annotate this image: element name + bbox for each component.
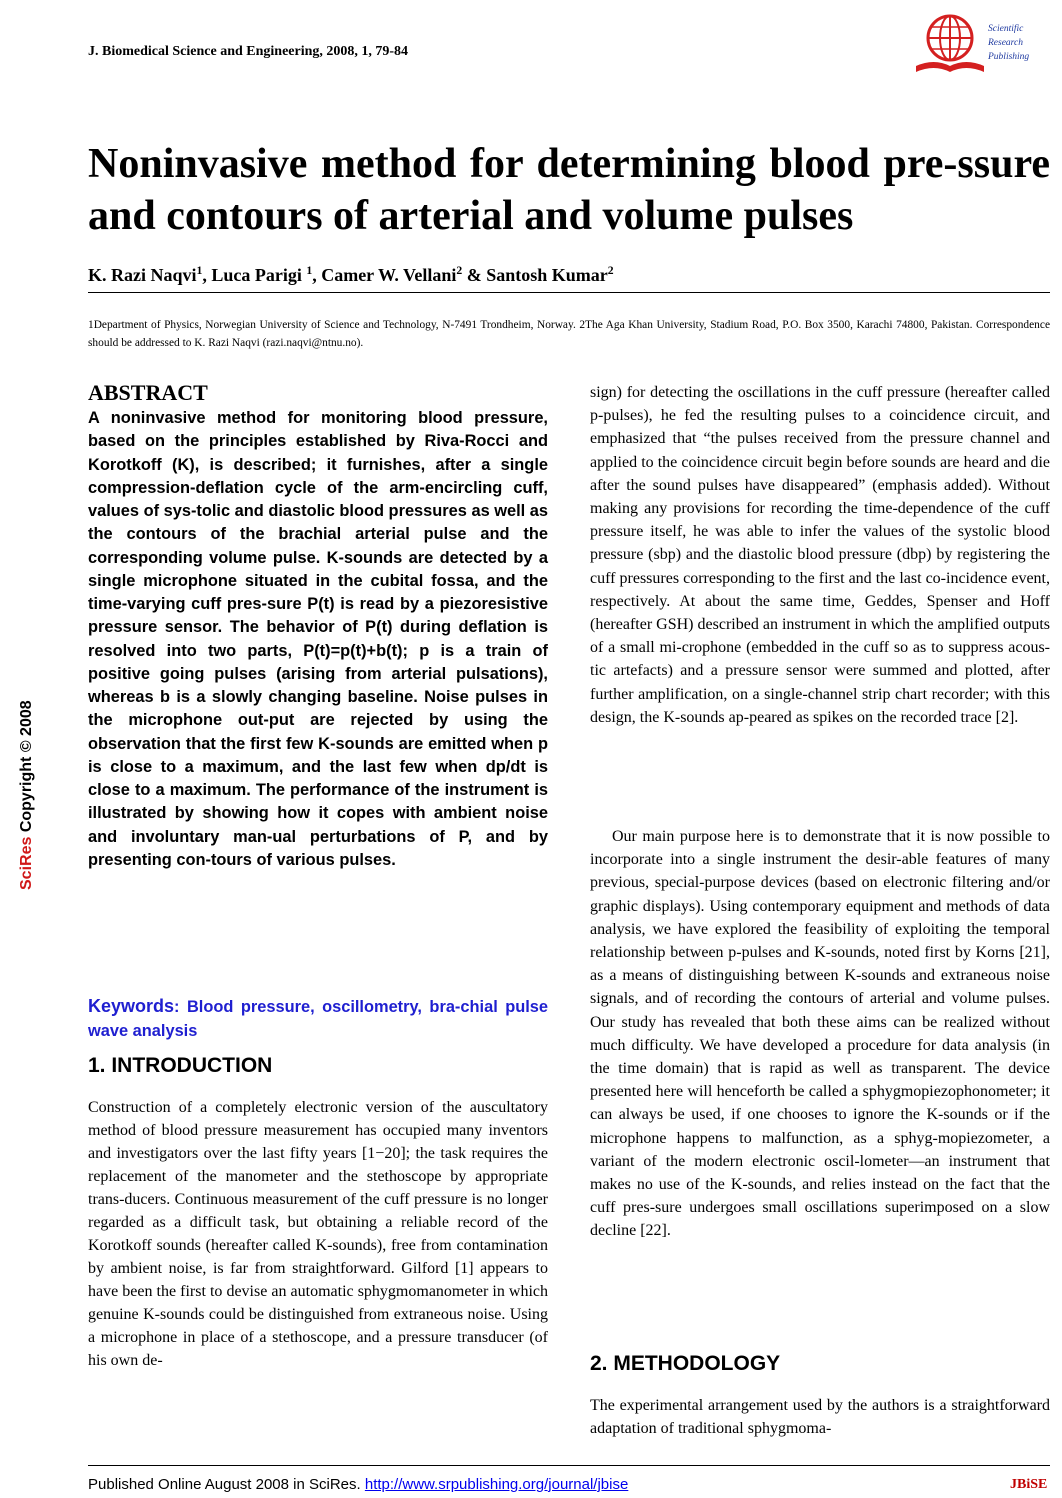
header-divider: [88, 292, 1050, 293]
abstract-text: A noninvasive method for monitoring blood pressure, based on the principles established by Riva-Rocci and Korotkoff (K), is described; it furnishes, after a single compression-deflation cycle of the arm-encircling cuff, values of sys-tolic and diastolic blood pressures as well as the contours of the brachial arterial pulse and the corresponding volume pulse. K-sounds are detected by a single microphone situated in the cubital fossa, and the time-varying cuff pres-sure P(t) is read by a piezoresistive pressure sensor. The behavior of P(t) during deflation is resolved into two parts, P(t)=p(t)+b(t); p is a train of positive going pulses (arising from arterial pulsations), whereas b is a slowly changing baseline. Noise pulses in the microphone out-put are rejected by using the observation that the first few K-sounds are emitted when p is close to a maximum, and the last few when dp/dt is close to a maximum. The performance of the instrument is illustrated by showing how it copes with ambient noise and involuntary man-ual perturbations of P, and by presenting con-tours of various pulses.: [88, 409, 549, 869]
footer-divider: [88, 1465, 1050, 1466]
sidebar-copyright: Copyright © 2008: [18, 700, 35, 833]
keywords-label: Keywords: [88, 996, 175, 1016]
journal-citation: J. Biomedical Science and Engineering, 2008, 1, 79-84: [88, 44, 409, 59]
logo-text: Scientific Research Publishing: [988, 24, 1030, 62]
copyright-sidebar: [18, 650, 38, 890]
right-column-paragraph-1: sign) for detecting the oscillations in the cuff pressure (hereafter called p-pulses), he fed the resulting pulses to a coincidence circuit, and emphasized that “the pulses received from the pressure channel and applied to the coincidence circuit begin before sounds are heard and die after the sound pulses have disappeared” (emphasis added). Without making any provisions for recording the time-dependence of the cuff pressure itself, he was able to infer the values of the systolic blood pressure (sbp) and the diastolic blood pressure (dbp) by registering the cuff pressures corresponding to the first and the last co-incidence event, respectively. At about the same time, Geddes, Spenser and Hoff (hereafter GSH) described an instrument in which the amplified outputs of a small mi-crophone (embedded in the cuff so as to suppress acous-tic artefacts) and a pressure sensor were summed and plotted, after further amplification, on a single-channel strip chart recorder; with this design, the K-sounds ap-peared as spikes on the recorded trace [2].: [590, 384, 1050, 726]
footer-published: Published Online August 2008 in SciRes.: [88, 1476, 361, 1493]
author-list: K. Razi Naqvi$^1$, Luca Parigi $^1$, Camer W. Vellani$^2$ & Santosh Kumar$^2$: [88, 264, 614, 285]
publisher-logo: [912, 8, 1052, 80]
journal-url-link[interactable]: http://www.srpublishing.org/journal/jbise: [364, 1476, 629, 1493]
footer: [88, 1476, 628, 1493]
keywords: Keywords: Blood pressure, oscillometry, bra-chial pulse wave analysis: [88, 996, 549, 1040]
section-heading-introduction: 1. INTRODUCTION: [88, 1054, 273, 1077]
abstract-heading: ABSTRACT: [88, 380, 208, 405]
introduction-text: Construction of a completely electronic version of the auscultatory method of blood pressure measurement has occupied many inventors and investigators over the last fifty years [1−20]; the task requires the replacement of the manometer and the stethoscope by appropriate trans-ducers. Continuous measurement of the cuff pressure is no longer regarded as a difficult task, but obtaining a reliable record of the Korotkoff sounds (hereafter called K-sounds), free from contamination by ambient noise, is far from straightforward. Gilford [1] appears to have been the first to devise an automatic sphygmomanometer in which genuine K-sounds could be distinguished from extraneous noise. Using a microphone in place of a stethoscope, and a pressure transducer (of his own de-: [88, 1099, 548, 1369]
journal-abbrev: JBiSE: [1010, 1477, 1048, 1492]
keywords-text: Blood pressure, oscillometry, bra-chial pulse wave analysis: [88, 998, 549, 1040]
right-column-paragraph-2: Our main purpose here is to demonstrate that it is now possible to incorporate into a single instrument the desir-able features of many previous, special-purpose devices (based on electronic filtering and/or graphic displays). Using contemporary equipment and methods of data analysis, we have explored the feasibility of exploiting the temporal relationship between p-pulses and K-sounds, noted first by Korns [21], as a means of distinguishing between K-sounds and extraneous noise signals, and of recording the contours of arterial and volume pulses. Our study has revealed that both these aims can be realized without much difficulty. We have developed a procedure for data analysis (in the time domain) that is rapid as well as transparent. The device presented here will henceforth be called a sphygmopiezophonometer; it can always be used, if one chooses to ignore the K-sounds or if the microphone happens to malfunction, as a sphyg-mopiezometer, a variant of the modern electronic oscil-lometer—an instrument that makes no use of the K-sounds, and relies instead on the fact that the cuff pres-sure undergoes small oscillations superimposed on a slow decline [22].: [590, 828, 1050, 1240]
globe-book-icon: [912, 8, 988, 74]
methodology-text: The experimental arrangement used by the authors is a straightforward adaptation of traditional sphygmoma-: [590, 1397, 1050, 1437]
affiliations: 1Department of Physics, Norwegian University of Science and Technology, N-7491 Trondheim, Norway. 2The Aga Khan University, Stadium Road, P.O. Box 3500, Karachi 74800, Pakistan. Correspondence should be addressed to K. Razi Naqvi (razi.naqvi@ntnu.no).: [88, 319, 1050, 349]
section-heading-methodology: 2. METHODOLOGY: [590, 1352, 781, 1375]
sidebar-brand: SciRes: [18, 836, 35, 890]
paper-title: Noninvasive method for determining blood pre-ssure and contours of arterial and volume pulses: [88, 141, 1050, 239]
